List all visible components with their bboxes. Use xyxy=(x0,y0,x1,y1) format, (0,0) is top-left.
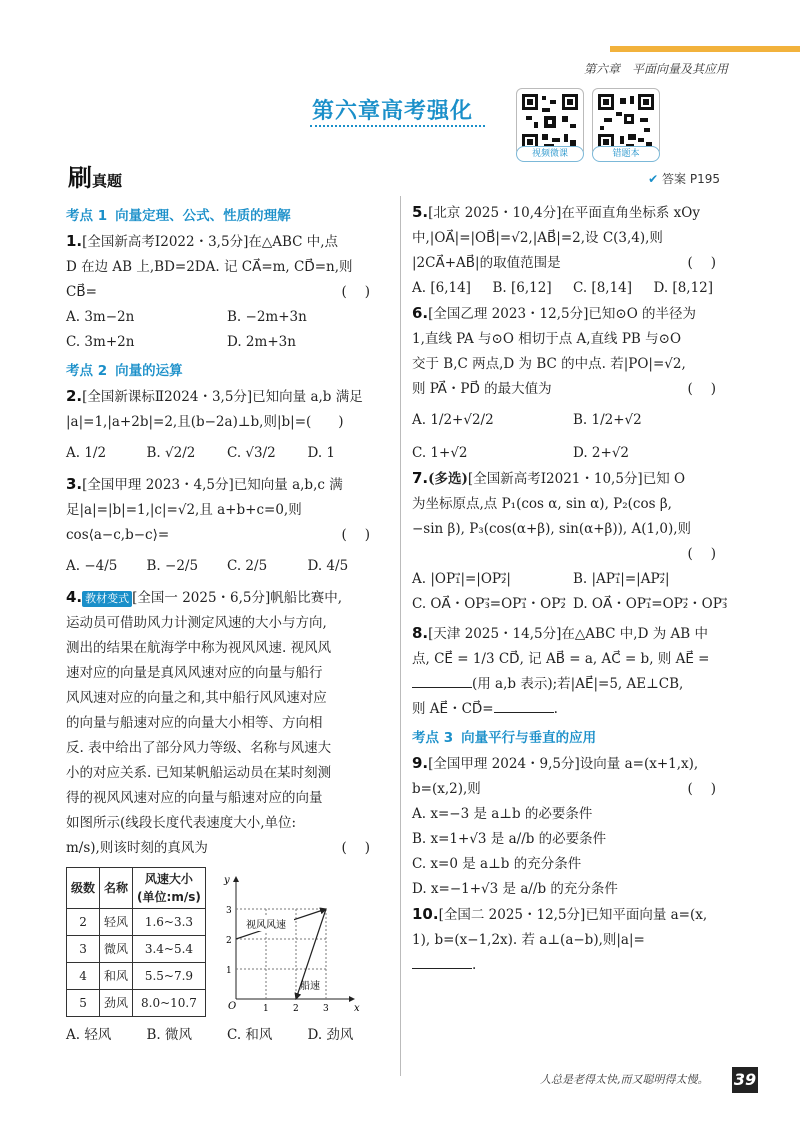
table-cell: 轻风 xyxy=(100,909,133,936)
question-2 xyxy=(66,384,388,466)
option-c[interactable]: C. 和风 xyxy=(227,1027,273,1043)
option-d[interactable]: D. OA⃗・OP₁⃗=OP₂⃗・OP₃⃗ xyxy=(573,596,728,612)
option-a[interactable]: A. [6,14] xyxy=(412,280,471,296)
question-7 xyxy=(412,466,734,617)
question-text: |2CA⃗+AB⃗|的取值范围是 xyxy=(412,255,561,271)
y-axis-label: y xyxy=(223,875,230,886)
x-tick-label: 3 xyxy=(322,1004,329,1014)
question-text: 中,|OA⃗|=|OB⃗|=√2,|AB⃗|=2,设 C(3,4),则 xyxy=(412,230,663,246)
option-d[interactable]: D. 2+√2 xyxy=(573,445,630,461)
question-text: 交于 B,C 两点,D 为 BC 的中点. 若|PO|=√2, xyxy=(412,356,686,372)
question-text: 则 PA⃗・PD⃗ 的最大值为 xyxy=(412,381,552,397)
fill-blank[interactable] xyxy=(412,673,472,688)
textbook-variant-tag: 教材变式 xyxy=(82,591,132,607)
question-text: [全国甲理 2024・9,5分]设向量 a=(x+1,x), xyxy=(428,756,699,772)
question-number: 3. xyxy=(66,475,83,493)
kd-heading-1 xyxy=(66,204,388,229)
answer-reference[interactable] xyxy=(648,170,720,187)
question-text: [全国新高考Ⅰ2022・3,5分]在△ABC 中,点 xyxy=(82,234,339,250)
question-3 xyxy=(66,472,388,579)
table-header: 级数 xyxy=(67,868,100,909)
question-9 xyxy=(412,751,734,902)
answer-ref-text: 答案 P195 xyxy=(662,172,720,186)
table-cell: 劲风 xyxy=(100,990,133,1017)
question-number: 9. xyxy=(412,754,429,772)
section-badge xyxy=(68,158,122,193)
question-10 xyxy=(412,902,734,978)
kd-title: 向量的运算 xyxy=(115,363,183,379)
question-text: 足|a|=|b|=1,|c|=√2,且 a+b+c=0,则 xyxy=(66,502,302,518)
apparent-wind-label: 视风风速 xyxy=(245,920,286,931)
question-6 xyxy=(412,301,734,466)
question-text: 则 AE⃗・CD⃗= xyxy=(412,701,494,717)
question-text: 测出的结果在航海学中称为视风风速. 视风风 xyxy=(66,640,332,656)
option-d[interactable]: D. x=−1+√3 是 a//b 的充分条件 xyxy=(412,881,618,897)
question-number: 6. xyxy=(412,304,429,322)
page-title: 第六章高考强化 xyxy=(312,99,474,124)
question-text: 运动员可借助风力计测定风速的大小与方向, xyxy=(66,615,327,631)
options xyxy=(66,305,388,355)
table-row xyxy=(67,990,206,1017)
title-underline xyxy=(310,125,485,127)
question-4 xyxy=(66,585,388,1048)
question-text: CB⃗= xyxy=(66,284,97,300)
question-number: 7. xyxy=(412,469,429,487)
option-a[interactable]: A. x=−3 是 a⊥b 的必要条件 xyxy=(412,806,593,822)
question-text: 速对应的向量是真风风速对应的向量与船行 xyxy=(66,665,323,681)
boat-speed-label: 船速 xyxy=(299,981,320,992)
table-cell: 2 xyxy=(67,909,100,936)
question-text: 为坐标原点,点 P₁(cos α, sin α), P₂(cos β, xyxy=(412,496,672,512)
table-cell: 3.4~5.4 xyxy=(133,936,206,963)
q4-figures xyxy=(66,867,388,1017)
table-header-line: 风速大小 xyxy=(144,872,193,886)
question-text: 小的对应关系. 已知某帆船运动员在某时刻测 xyxy=(66,765,332,781)
origin-label: O xyxy=(227,1001,237,1012)
question-text: [全国新课标Ⅱ2024・3,5分]已知向量 a,b 满足 xyxy=(82,389,363,405)
question-text: (用 a,b 表示);若|AE⃗|=5, AE⊥CB, xyxy=(472,676,684,692)
table-header: 名称 xyxy=(100,868,133,909)
question-number: 1. xyxy=(66,232,83,250)
y-tick-label: 2 xyxy=(225,936,232,946)
question-text: D 在边 AB 上,BD=2DA. 记 CA⃗=m, CD⃗=n,则 xyxy=(66,259,353,275)
question-text: [天津 2025・14,5分]在△ABC 中,D 为 AB 中 xyxy=(428,626,708,642)
answer-paren: () xyxy=(341,840,388,856)
kd-num: 考点 2 xyxy=(66,363,108,379)
question-number: 4. xyxy=(66,588,83,606)
question-text: [全国一 2025・6,5分]帆船比赛中, xyxy=(132,590,343,606)
table-cell: 1.6~3.3 xyxy=(133,909,206,936)
option-c[interactable]: C. 3m+2n xyxy=(66,334,135,350)
option-b[interactable]: B. x=1+√3 是 a//b 的必要条件 xyxy=(412,831,607,847)
option-c[interactable]: C. 1+√2 xyxy=(412,445,468,461)
option-b[interactable]: B. −2/5 xyxy=(146,558,199,574)
question-text: 风风速对应的向量之和,其中船行风风速对应 xyxy=(66,690,327,706)
table-header-row xyxy=(67,868,206,909)
question-text: 点, CE⃗ = 1/3 CD⃗, 记 AB⃗ = a, AC⃗ = b, 则 AE⃗ = xyxy=(412,651,710,667)
option-a[interactable]: A. 1/2+√2/2 xyxy=(412,412,494,428)
option-c[interactable]: C. x=0 是 a⊥b 的充分条件 xyxy=(412,856,582,872)
question-text: b=(x,2),则 xyxy=(412,781,481,797)
option-a[interactable]: A. −4/5 xyxy=(66,558,118,574)
running-head: 第六章 平面向量及其应用 xyxy=(583,62,728,76)
question-8: 8.[天津 2025・14,5分]在△ABC 中,D 为 AB 中 点, CE⃗ = 1/3 CD⃗, 记 AB⃗ = a, AC⃗ = b, 则 AE⃗ = (用 a,b 表示);若|AE⃗|=5, AE⊥CB, 则 AE⃗・CD⃗= . xyxy=(412,621,734,722)
option-d[interactable]: D. 2m+3n xyxy=(227,334,296,350)
option-c[interactable]: C. √3/2 xyxy=(227,445,276,461)
badge-big: 刷 xyxy=(68,164,92,192)
question-text: [北京 2025・10,4分]在平面直角坐标系 xOy xyxy=(428,205,700,221)
question-text: [全国甲理 2023・4,5分]已知向量 a,b,c 满 xyxy=(82,477,343,493)
column-divider xyxy=(400,196,401,1076)
fill-blank[interactable] xyxy=(494,698,554,713)
qr-icon xyxy=(598,94,654,150)
question-text: [全国新高考Ⅰ2021・10,5分]已知 O xyxy=(467,471,686,487)
question-text: cos⟨a−c,b−c⟩= xyxy=(66,527,170,543)
table-header-line: (单位:m/s) xyxy=(137,890,201,904)
options xyxy=(66,1023,388,1048)
question-text: 反. 表中给出了部分风力等级、名称与风速大 xyxy=(66,740,332,756)
y-tick-label: 1 xyxy=(225,966,232,976)
question-text: [全国乙理 2023・12,5分]已知⊙O 的半径为 xyxy=(428,306,697,322)
fill-blank[interactable] xyxy=(412,954,472,969)
qr-label-video[interactable]: 视频微课 xyxy=(516,146,584,162)
question-text: 的向量与船速对应的向量大小相等、方向相 xyxy=(66,715,323,731)
y-tick-label: 3 xyxy=(225,906,232,916)
option-a[interactable]: A. 3m−2n xyxy=(66,309,135,325)
option-a[interactable]: A. |OP₁⃗|=|OP₂⃗| xyxy=(412,571,511,587)
question-text: |a|=1,|a+2b|=2,且(b−2a)⊥b,则|b|=( ) xyxy=(66,414,344,430)
answer-paren: () xyxy=(687,781,734,797)
option-d[interactable]: D. [8,12] xyxy=(653,280,714,296)
option-b[interactable]: B. √2/2 xyxy=(146,445,196,461)
answer-paren: () xyxy=(687,255,734,271)
table-cell: 微风 xyxy=(100,936,133,963)
question-number: 10. xyxy=(412,905,439,923)
option-a[interactable]: A. 1/2 xyxy=(66,445,107,461)
table-row xyxy=(67,936,206,963)
kd-title: 向量定理、公式、性质的理解 xyxy=(115,208,291,224)
question-text: . xyxy=(472,957,477,973)
question-text: 得的视风风速对应的向量与船速对应的向量 xyxy=(66,790,323,806)
kd-num: 考点 3 xyxy=(412,730,454,746)
options xyxy=(412,276,734,301)
kd-num: 考点 1 xyxy=(66,208,108,224)
option-b[interactable]: B. 微风 xyxy=(146,1027,193,1043)
x-tick-label: 2 xyxy=(292,1004,299,1014)
table-cell: 5 xyxy=(67,990,100,1017)
question-text: 如图所示(线段长度代表速度大小,单位: xyxy=(66,815,297,831)
question-5 xyxy=(412,200,734,301)
kd-title: 向量平行与垂直的应用 xyxy=(461,730,597,746)
option-d[interactable]: D. 4/5 xyxy=(307,558,349,574)
kd-heading-2 xyxy=(66,359,388,384)
answer-paren: () xyxy=(687,381,734,397)
question-text: 1), b=(x−1,2x). 若 a⊥(a−b),则|a|= xyxy=(412,932,645,948)
table-header xyxy=(133,868,206,909)
table-cell: 5.5~7.9 xyxy=(133,963,206,990)
options xyxy=(66,441,388,466)
option-c[interactable]: C. 2/5 xyxy=(227,558,268,574)
option-a[interactable]: A. 轻风 xyxy=(66,1027,112,1043)
answer-paren: () xyxy=(341,527,388,543)
x-axis-label: x xyxy=(353,1003,360,1014)
question-text: [全国二 2025・12,5分]已知平面向量 a=(x, xyxy=(438,907,708,923)
check-icon: ✔ xyxy=(648,172,659,186)
question-text: m/s),则该时刻的真风为 xyxy=(66,840,208,856)
wind-table xyxy=(66,867,206,1017)
qr-label-mistakes[interactable]: 错题本 xyxy=(592,146,660,162)
right-column xyxy=(412,200,734,978)
question-text: 1,直线 PA 与⊙O 相切于点 A,直线 PB 与⊙O xyxy=(412,331,682,347)
option-b[interactable]: B. 1/2+√2 xyxy=(573,412,642,428)
options xyxy=(412,408,734,466)
multi-select-tag: (多选) xyxy=(428,471,468,487)
option-b[interactable]: B. −2m+3n xyxy=(227,309,307,325)
question-number: 5. xyxy=(412,203,429,221)
kd-heading-3 xyxy=(412,726,734,751)
option-c[interactable]: C. OA⃗・OP₃⃗=OP₁⃗・OP₂⃗ xyxy=(412,596,566,612)
header-accent-bar xyxy=(610,46,800,52)
table-cell: 4 xyxy=(67,963,100,990)
vector-graph xyxy=(214,867,364,1017)
table-cell: 8.0~10.7 xyxy=(133,990,206,1017)
table-row xyxy=(67,909,206,936)
table-row xyxy=(67,963,206,990)
badge-small: 真题 xyxy=(92,172,123,190)
answer-paren: () xyxy=(341,284,388,300)
table-cell: 3 xyxy=(67,936,100,963)
question-text: −sin β), P₃(cos(α+β), sin(α+β)), A(1,0),则 xyxy=(412,521,692,537)
x-tick-label: 1 xyxy=(262,1004,269,1014)
footer-quote: 人总是老得太快,而又聪明得太慢。 xyxy=(540,1073,709,1086)
options xyxy=(66,554,388,579)
left-column xyxy=(66,200,388,1048)
table-cell: 和风 xyxy=(100,963,133,990)
options xyxy=(412,567,734,617)
option-d[interactable]: D. 劲风 xyxy=(307,1027,354,1043)
page-number: 39 xyxy=(732,1067,758,1093)
question-number: 2. xyxy=(66,387,83,405)
option-d[interactable]: D. 1 xyxy=(307,445,336,461)
option-b[interactable]: B. |AP₁⃗|=|AP₂⃗| xyxy=(573,571,670,587)
answer-paren: () xyxy=(687,546,734,562)
option-c[interactable]: C. [8,14] xyxy=(573,280,633,296)
question-number: 8. xyxy=(412,624,429,642)
qr-icon xyxy=(522,94,578,150)
option-b[interactable]: B. [6,12] xyxy=(492,280,552,296)
question-1 xyxy=(66,229,388,355)
